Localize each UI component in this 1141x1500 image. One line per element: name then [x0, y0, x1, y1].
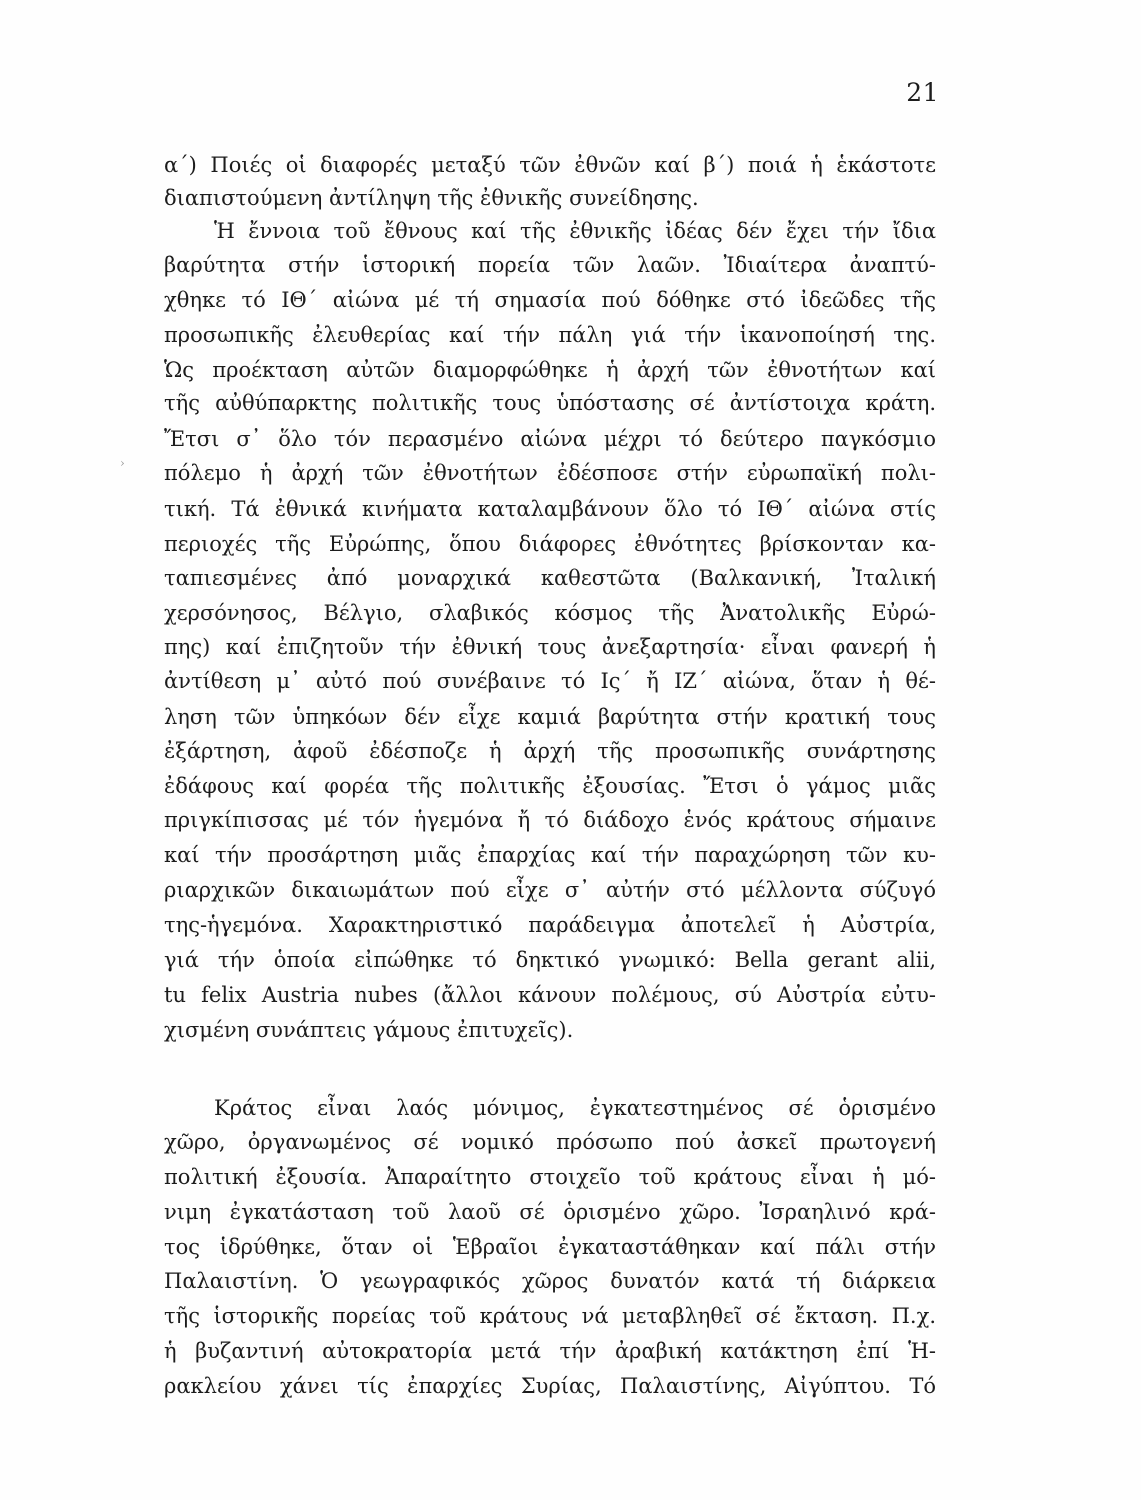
text-line: ἐξάρτηση, ἀφοῦ ἐδέσποζε ἡ ἀρχή τῆς προσωπικῆς συνάρτησης — [164, 739, 936, 763]
text-line: πης) καί ἐπιζητοῦν τήν ἐθνική τους ἀνεξαρτησία· εἶναι φανερή ἡ — [164, 635, 936, 659]
text-line: τῆς ἱστορικῆς πορείας τοῦ κράτους νά μεταβληθεῖ σέ ἔκταση. Π.χ. — [164, 1304, 936, 1328]
text-line: Ὡς προέκταση αὐτῶν διαμορφώθηκε ἡ ἀρχή τῶν ἐθνοτήτων καί — [164, 358, 936, 382]
margin-mark: › — [120, 456, 125, 470]
text-line: χερσόνησος, Βέλγιο, σλαβικός κόσμος τῆς Ἀνατολικῆς Εὐρώ- — [164, 601, 936, 625]
text-line: νιμη ἐγκατάσταση τοῦ λαοῦ σέ ὁρισμένο χῶρο. Ἰσραηλινό κρά- — [164, 1200, 936, 1224]
text-line: καί τήν προσάρτηση μιᾶς ἐπαρχίας καί τήν παραχώρηση τῶν κυ- — [164, 843, 936, 867]
text-line: προσωπικῆς ἐλευθερίας καί τήν πάλη γιά τήν ἱκανοποίησή της. — [164, 323, 936, 347]
text-line: ἡ βυζαντινή αὐτοκρατορία μετά τήν ἀραβική κατάκτηση ἐπί Ἡ- — [164, 1339, 936, 1363]
text-line: ταπιεσμένες ἀπό μοναρχικά καθεστῶτα (Βαλκανική, Ἰταλική — [164, 566, 936, 590]
text-line: ρακλείου χάνει τίς ἐπαρχίες Συρίας, Παλαιστίνης, Αἰγύπτου. Τό — [164, 1374, 936, 1398]
text-line: Ἔτσι σ᾽ ὅλο τόν περασμένο αἰώνα μέχρι τό δεύτερο παγκόσμιο — [164, 427, 936, 451]
text-line: ἐδάφους καί φορέα τῆς πολιτικῆς ἐξουσίας. Ἔτσι ὁ γάμος μιᾶς — [164, 774, 936, 798]
text-line: της-ἡγεμόνα. Χαρακτηριστικό παράδειγμα ἀποτελεῖ ἡ Αὐστρία, — [164, 913, 936, 937]
text-line: ἀντίθεση μ᾽ αὐτό πού συνέβαινε τό Ις΄ ἤ ΙΖ΄ αἰώνα, ὅταν ἡ θέ- — [164, 669, 936, 693]
text-line: χῶρο, ὀργανωμένος σέ νομικό πρόσωπο πού ἀσκεῖ πρωτογενή — [164, 1130, 936, 1154]
text-line: βαρύτητα στήν ἱστορική πορεία τῶν λαῶν. Ἰδιαίτερα ἀναπτύ- — [164, 253, 936, 277]
text-line: Κράτος εἶναι λαός μόνιμος, ἐγκατεστημένος σέ ὁρισμένο — [214, 1096, 936, 1120]
text-line: χθηκε τό ΙΘ΄ αἰώνα μέ τή σημασία πού δόθηκε στό ἰδεῶδες τῆς — [164, 288, 936, 312]
text-line: πολιτική ἐξουσία. Ἀπαραίτητο στοιχεῖο τοῦ κράτους εἶναι ἡ μό- — [164, 1165, 936, 1189]
text-line: χισμένη συνάπτεις γάμους ἐπιτυχεῖς). — [164, 1018, 574, 1042]
text-line: ριαρχικῶν δικαιωμάτων πού εἶχε σ᾽ αὐτήν στό μέλλοντα σύζυγό — [164, 878, 936, 902]
text-line: διαπιστούμενη ἀντίληψη τῆς ἐθνικῆς συνείδησης. — [164, 186, 699, 210]
text-line: tu felix Austria nubes (ἄλλοι κάνουν πολέμους, σύ Αὐστρία εὐτυ- — [164, 983, 936, 1007]
text-line: α΄) Ποιές οἱ διαφορές μεταξύ τῶν ἐθνῶν καί β΄) ποιά ἡ ἑκάστοτε — [164, 153, 936, 177]
text-line: πριγκίπισσας μέ τόν ἡγεμόνα ἤ τό διάδοχο ἑνός κράτους σήμαινε — [164, 808, 936, 832]
text-line: πόλεμο ἡ ἀρχή τῶν ἐθνοτήτων ἐδέσποσε στήν εὐρωπαϊκή πολι- — [164, 461, 936, 485]
text-line: Ἡ ἔννοια τοῦ ἔθνους καί τῆς ἐθνικῆς ἰδέας δέν ἔχει τήν ἴδια — [214, 219, 936, 243]
page-number: 21 — [906, 78, 939, 107]
text-line: ληση τῶν ὑπηκόων δέν εἶχε καμιά βαρύτητα στήν κρατική τους — [164, 705, 936, 729]
text-line: τος ἱδρύθηκε, ὅταν οἱ Ἑβραῖοι ἐγκαταστάθηκαν καί πάλι στήν — [164, 1235, 936, 1259]
text-line: τική. Τά ἐθνικά κινήματα καταλαμβάνουν ὅλο τό ΙΘ΄ αἰώνα στίς — [164, 497, 936, 521]
text-line: περιοχές τῆς Εὐρώπης, ὅπου διάφορες ἐθνότητες βρίσκονταν κα- — [164, 532, 936, 556]
text-line: τῆς αὐθύπαρκτης πολιτικῆς τους ὑπόστασης σέ ἀντίστοιχα κράτη. — [164, 391, 936, 415]
text-line: γιά τήν ὁποία εἰπώθηκε τό δηκτικό γνωμικό: Bella gerant alii, — [164, 948, 936, 972]
text-line: Παλαιστίνη. Ὁ γεωγραφικός χῶρος δυνατόν κατά τή διάρκεια — [164, 1269, 936, 1293]
